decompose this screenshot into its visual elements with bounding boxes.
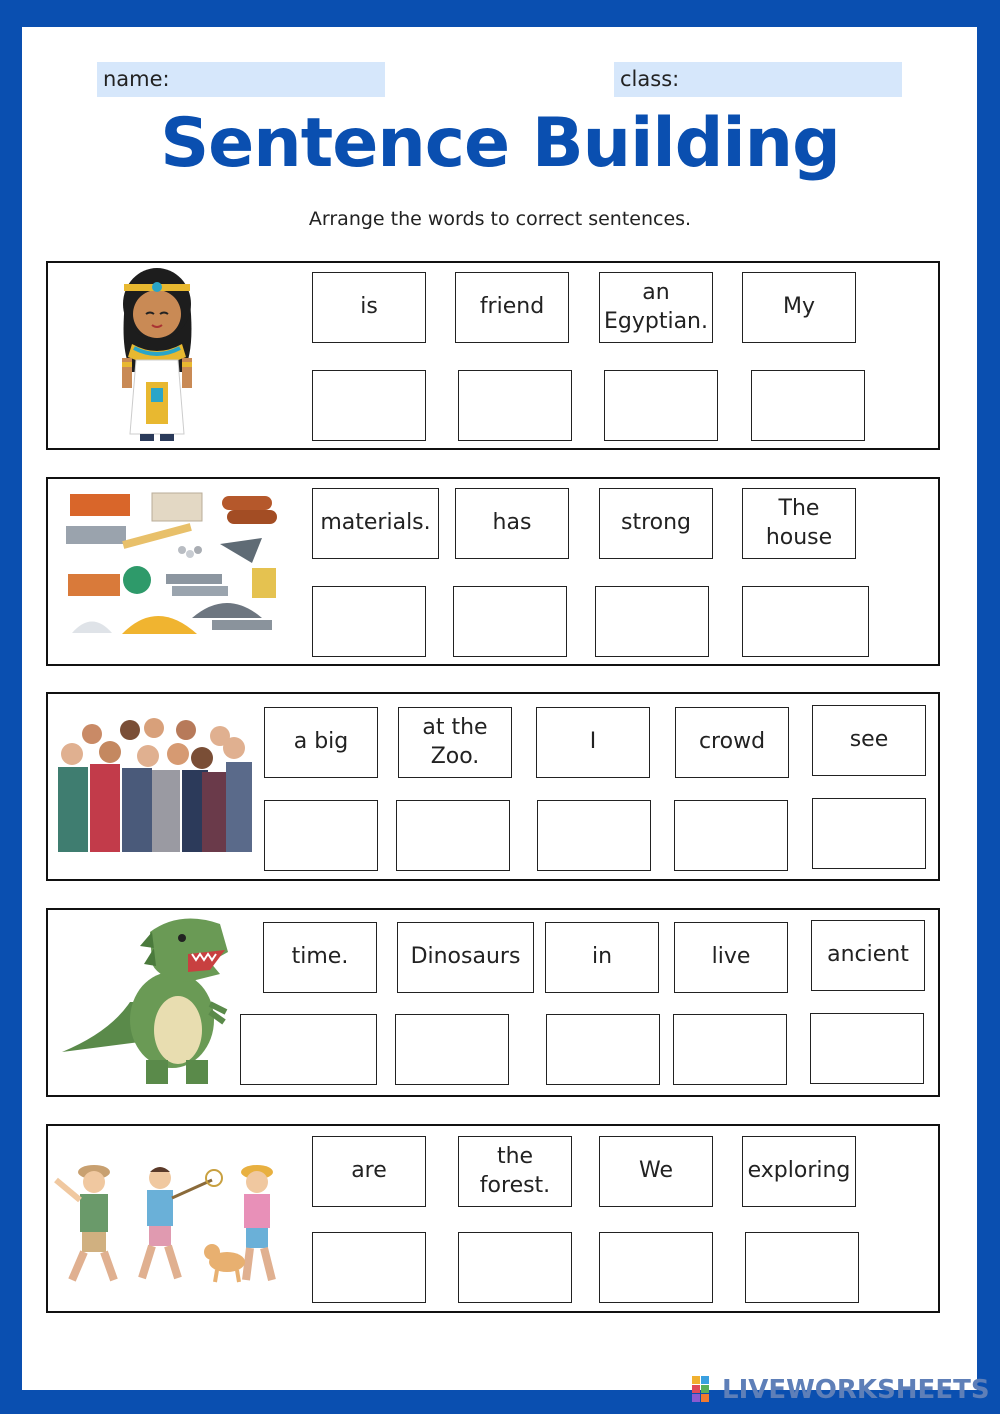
answer-slot[interactable] xyxy=(599,1232,713,1303)
word-tile[interactable]: materials. xyxy=(312,488,439,559)
word-tile[interactable]: has xyxy=(455,488,569,559)
word-tile[interactable]: time. xyxy=(263,922,377,993)
word-tile[interactable]: friend xyxy=(455,272,569,343)
dinosaur-illustration xyxy=(60,912,232,1087)
answer-slot[interactable] xyxy=(745,1232,859,1303)
word-tile[interactable]: are xyxy=(312,1136,426,1207)
word-tile[interactable]: My xyxy=(742,272,856,343)
answer-slot[interactable] xyxy=(810,1013,924,1084)
answer-slot[interactable] xyxy=(751,370,865,441)
answer-slot[interactable] xyxy=(312,1232,426,1303)
word-tile[interactable]: crowd xyxy=(675,707,789,778)
liveworksheets-logo-icon xyxy=(692,1376,718,1404)
children-exploring-illustration xyxy=(52,1158,297,1288)
class-field[interactable] xyxy=(614,62,902,97)
answer-slot[interactable] xyxy=(396,800,510,871)
building-materials-illustration xyxy=(62,488,287,638)
answer-slot[interactable] xyxy=(742,586,869,657)
answer-slot[interactable] xyxy=(458,1232,572,1303)
answer-slot[interactable] xyxy=(537,800,651,871)
answer-slot[interactable] xyxy=(312,370,426,441)
word-tile[interactable]: is xyxy=(312,272,426,343)
answer-slot[interactable] xyxy=(395,1014,509,1085)
answer-slot[interactable] xyxy=(264,800,378,871)
word-tile[interactable]: at the Zoo. xyxy=(398,707,512,778)
word-tile[interactable]: The house xyxy=(742,488,856,559)
instructions: Arrange the words to correct sentences. xyxy=(308,208,692,230)
answer-slot[interactable] xyxy=(453,586,567,657)
answer-slot[interactable] xyxy=(312,586,426,657)
word-tile[interactable]: Dinosaurs xyxy=(397,922,534,993)
brand-name: LIVEWORKSHEETS xyxy=(722,1375,990,1405)
word-tile[interactable]: We xyxy=(599,1136,713,1207)
page-title: Sentence Building xyxy=(160,104,840,183)
word-tile[interactable]: strong xyxy=(599,488,713,559)
answer-slot[interactable] xyxy=(458,370,572,441)
answer-slot[interactable] xyxy=(674,800,788,871)
word-tile[interactable]: see xyxy=(812,705,926,776)
name-label: name: xyxy=(103,67,170,91)
answer-slot[interactable] xyxy=(673,1014,787,1085)
word-tile[interactable]: a big xyxy=(264,707,378,778)
answer-slot[interactable] xyxy=(240,1014,377,1085)
word-tile[interactable]: I xyxy=(536,707,650,778)
word-tile[interactable]: live xyxy=(674,922,788,993)
answer-slot[interactable] xyxy=(595,586,709,657)
answer-slot[interactable] xyxy=(812,798,926,869)
word-tile[interactable]: an Egyptian. xyxy=(599,272,713,343)
crowd-illustration xyxy=(52,712,252,854)
word-tile[interactable]: exploring xyxy=(742,1136,856,1207)
liveworksheets-logo xyxy=(692,1375,990,1405)
word-tile[interactable]: ancient xyxy=(811,920,925,991)
answer-slot[interactable] xyxy=(604,370,718,441)
class-label: class: xyxy=(620,67,680,91)
answer-slot[interactable] xyxy=(546,1014,660,1085)
word-tile[interactable]: in xyxy=(545,922,659,993)
name-field[interactable] xyxy=(97,62,385,97)
egyptian-girl-illustration xyxy=(110,262,205,442)
word-tile[interactable]: the forest. xyxy=(458,1136,572,1207)
